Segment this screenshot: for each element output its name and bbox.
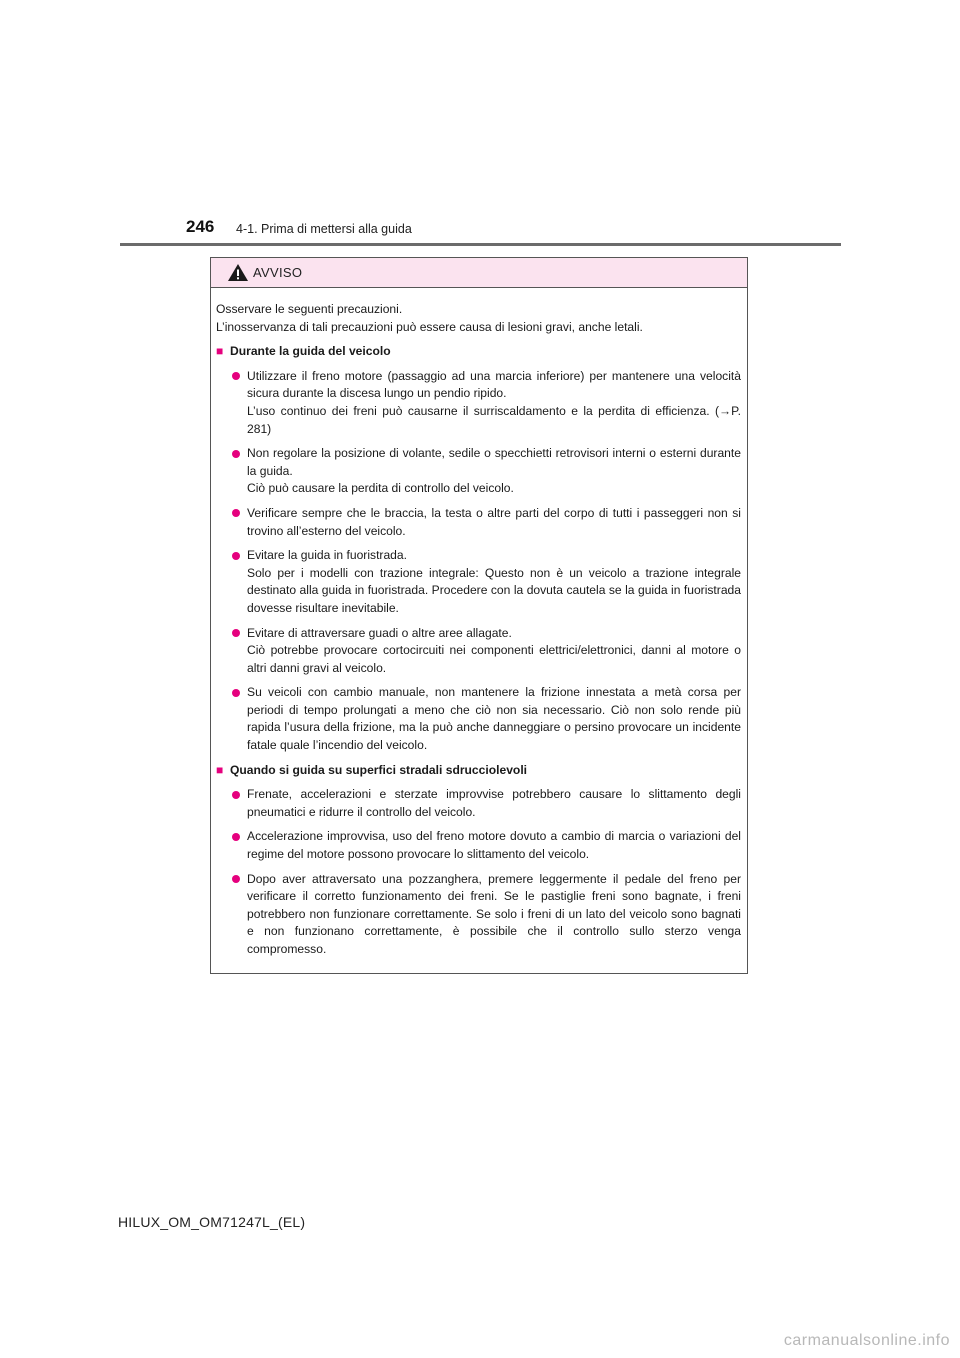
square-bullet-icon: ■ — [216, 344, 224, 359]
intro-line: Osservare le seguenti precauzioni. — [216, 302, 403, 316]
dot-bullet-icon — [232, 875, 240, 883]
section-heading-slippery — [216, 762, 741, 780]
list-item — [216, 828, 741, 863]
section-heading-driving — [216, 343, 741, 361]
dot-bullet-icon — [232, 372, 240, 380]
list-item — [216, 505, 741, 540]
dot-bullet-icon — [232, 791, 240, 799]
warning-title: AVVISO — [253, 265, 303, 280]
section-heading-text: Durante la guida del veicolo — [230, 344, 391, 359]
dot-bullet-icon — [232, 689, 240, 697]
list-item — [216, 684, 741, 754]
list-item — [216, 368, 741, 438]
item-text: Su veicoli con cambio manuale, non mantenere la frizione innestata a metà corsa per periodi di tempo prolungati a meno che ciò non sia necessario. Ciò non solo rende più rapida l’usura della frizione, ma la può anche danneggiare o persino provocare un incidente fatale quale l’incendio del veicolo. — [247, 685, 741, 753]
item-text: Solo per i modelli con trazione integrale: Questo non è un veicolo a trazione integrale destinato alla guida in fuoristrada. Procedere con la dovuta cautela se la guida in fuoristrada dovesse risultare inevitabile. — [247, 565, 741, 615]
list-item — [216, 786, 741, 821]
warning-triangle-icon — [227, 263, 249, 282]
item-text: L’uso continuo dei freni può causarne il surriscaldamento e la perdita di efficienza. (→P. 281) — [247, 403, 741, 436]
dot-bullet-icon — [232, 833, 240, 841]
intro-line: L’inosservanza di tali precauzioni può essere causa di lesioni gravi, anche letali. — [216, 319, 643, 334]
list-item — [216, 445, 741, 498]
item-text: Frenate, accelerazioni e sterzate improvvise potrebbero causare lo slittamento degli pneumatici e ridurre il controllo del veicolo. — [247, 787, 741, 819]
warning-header — [211, 258, 747, 288]
item-text: Accelerazione improvvisa, uso del freno motore dovuto a cambio di marcia o variazioni del regime del motore possono provocare lo slittamento del veicolo. — [247, 829, 741, 862]
item-text: Non regolare la posizione di volante, sedile o specchietti retrovisori interni o esterni durante la guida. — [247, 446, 741, 478]
warning-body — [211, 288, 747, 973]
document-code: HILUX_OM_OM71247L_(EL) — [118, 1214, 306, 1230]
item-text: Evitare la guida in fuoristrada. — [247, 548, 407, 563]
page-number: 246 — [186, 217, 215, 236]
dot-bullet-icon — [232, 450, 240, 458]
header-divider — [120, 243, 841, 246]
site-watermark: carmanualsonline.info — [783, 1332, 950, 1349]
square-bullet-icon: ■ — [216, 762, 224, 777]
warning-intro — [216, 301, 741, 336]
section-heading-text: Quando si guida su superfici stradali sdrucciolevoli — [230, 762, 528, 777]
dot-bullet-icon — [232, 509, 240, 517]
item-text: Verificare sempre che le braccia, la testa o altre parti del corpo di tutti i passeggeri non si trovino all’esterno del veicolo. — [247, 505, 741, 538]
list-item — [216, 625, 741, 678]
item-text: Ciò può causare la perdita di controllo del veicolo. — [247, 481, 514, 496]
item-text: Utilizzare il freno motore (passaggio ad una marcia inferiore) per mantenere una velocità sicura durante la discesa lungo un pendio ripido. — [247, 368, 741, 401]
dot-bullet-icon — [232, 552, 240, 560]
section-title: 4-1. Prima di mettersi alla guida — [236, 222, 412, 236]
dot-bullet-icon — [232, 629, 240, 637]
warning-box — [210, 257, 748, 974]
list-item — [216, 547, 741, 617]
list-item — [216, 871, 741, 959]
item-text: Dopo aver attraversato una pozzanghera, premere leggermente il pedale del freno per verificare il corretto funzionamento dei freni. Se le pastiglie freni sono bagnate, i freni potrebbero non funzionare correttamente. Se solo i freni di un lato del veicolo sono bagnati e non funzionano correttamente, è possibile che il controllo sullo sterzo venga compromesso. — [247, 871, 741, 956]
item-text: Evitare di attraversare guadi o altre aree allagate. — [247, 625, 512, 640]
item-text: Ciò potrebbe provocare cortocircuiti nei componenti elettrici/elettronici, danni al motore o altri danni gravi al veicolo. — [247, 643, 741, 675]
